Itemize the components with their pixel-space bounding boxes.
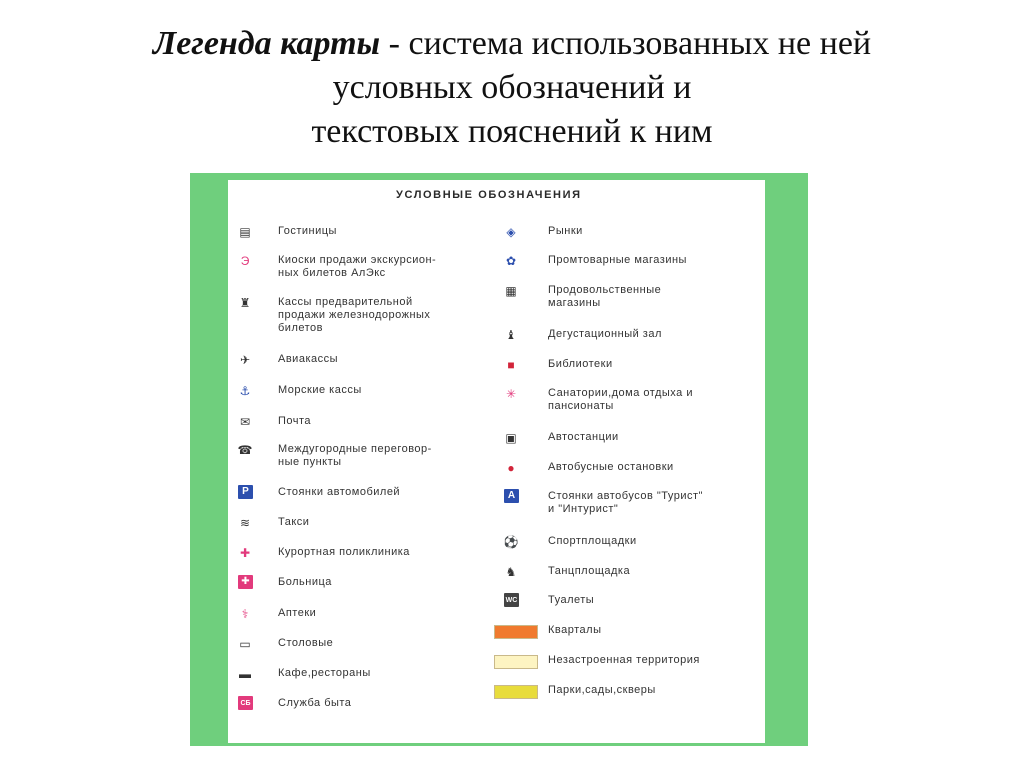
right-legend-label: Парки,сады,скверы — [548, 684, 656, 696]
left-legend-label: Почта — [278, 415, 312, 427]
sanatorium-icon: ✳ — [505, 387, 517, 401]
left-legend-label: Больница — [278, 576, 332, 588]
right-legend-label: Стоянки автобусов "Турист" и "Интурист" — [548, 490, 703, 515]
tourist-bus-parking-icon: A — [504, 489, 519, 503]
left-legend-label: Морские кассы — [278, 384, 362, 396]
right-legend-label: Спортплощадки — [548, 535, 637, 547]
left-legend-label: Междугородные переговор- ные пункты — [278, 443, 432, 468]
post-office-icon: ✉ — [239, 415, 251, 429]
right-legend-label: Рынки — [548, 225, 583, 237]
right-legend-label: Автостанции — [548, 431, 619, 443]
sea-ticket-office-icon: ⚓ — [239, 384, 251, 398]
legend-frame — [190, 173, 808, 746]
title-emphasis: Легенда карты — [152, 25, 381, 62]
left-legend-label: Стоянки автомобилей — [278, 486, 401, 498]
grocery-store-icon: ▦ — [505, 284, 517, 298]
right-legend-label: Продовольственные магазины — [548, 284, 662, 309]
right-legend-label: Туалеты — [548, 594, 595, 606]
sports-ground-icon: ⚽ — [503, 535, 519, 549]
legend-sheet — [228, 180, 765, 743]
right-legend-label: Библиотеки — [548, 358, 613, 370]
left-legend-label: Кассы предварительной продажи железнодорожных билетов — [278, 296, 431, 334]
title-line-1-rest: - система использованных не ней — [380, 25, 872, 62]
left-legend-label: Служба быта — [278, 697, 352, 709]
cafe-restaurant-icon: ▬ — [239, 667, 251, 681]
left-legend-label: Курортная поликлиника — [278, 546, 410, 558]
tasting-hall-icon: ♝ — [505, 328, 517, 342]
canteen-icon: ▭ — [239, 637, 251, 651]
air-ticket-office-icon: ✈ — [239, 353, 251, 367]
right-legend-label: Танцплощадка — [548, 565, 631, 577]
toilet-icon: WC — [504, 593, 519, 607]
left-legend-label: Столовые — [278, 637, 334, 649]
pharmacy-icon: ⚕ — [241, 607, 249, 621]
right-legend-label: Промтоварные магазины — [548, 254, 687, 266]
left-legend-label: Авиакассы — [278, 353, 339, 365]
title-line-3: текстовых пояснений к ним — [311, 113, 713, 150]
bus-stop-icon: ● — [507, 461, 515, 475]
left-legend-label: Такси — [278, 516, 310, 528]
hotel-icon: ▤ — [239, 225, 251, 239]
excursion-kiosk-icon: Э — [240, 254, 250, 268]
dance-floor-icon: ♞ — [505, 565, 517, 579]
undeveloped-area-swatch — [494, 655, 538, 669]
left-legend-label: Киоски продажи экскурсион- ных билетов АлЭкс — [278, 254, 437, 279]
left-legend-label: Аптеки — [278, 607, 317, 619]
title-line-1 — [0, 22, 1024, 66]
right-legend-label: Кварталы — [548, 624, 602, 636]
right-legend-label: Санатории,дома отдыха и пансионаты — [548, 387, 693, 412]
left-legend-label: Гостиницы — [278, 225, 337, 237]
long-distance-phone-icon: ☎ — [237, 443, 253, 457]
service-bureau-icon: СБ — [238, 696, 253, 710]
bus-station-icon: ▣ — [505, 431, 517, 445]
hospital-icon: ✚ — [238, 575, 253, 589]
right-legend-label: Незастроенная территория — [548, 654, 700, 666]
right-legend-label: Дегустационный зал — [548, 328, 662, 340]
legend-heading: УСЛОВНЫЕ ОБОЗНАЧЕНИЯ — [396, 189, 582, 201]
library-icon: ■ — [507, 358, 515, 372]
right-legend-label: Автобусные остановки — [548, 461, 674, 473]
parks-swatch — [494, 685, 538, 699]
slide-title — [0, 22, 1024, 154]
blocks-swatch — [494, 625, 538, 639]
parking-icon: P — [238, 485, 253, 499]
department-store-icon: ✿ — [505, 254, 517, 268]
market-icon: ◈ — [506, 225, 516, 239]
left-legend-label: Кафе,рестораны — [278, 667, 371, 679]
taxi-icon: ≋ — [239, 516, 251, 530]
resort-clinic-icon: ✚ — [239, 546, 251, 560]
rail-ticket-office-icon: ♜ — [239, 296, 251, 310]
title-line-2: условных обозначений и — [332, 69, 692, 106]
